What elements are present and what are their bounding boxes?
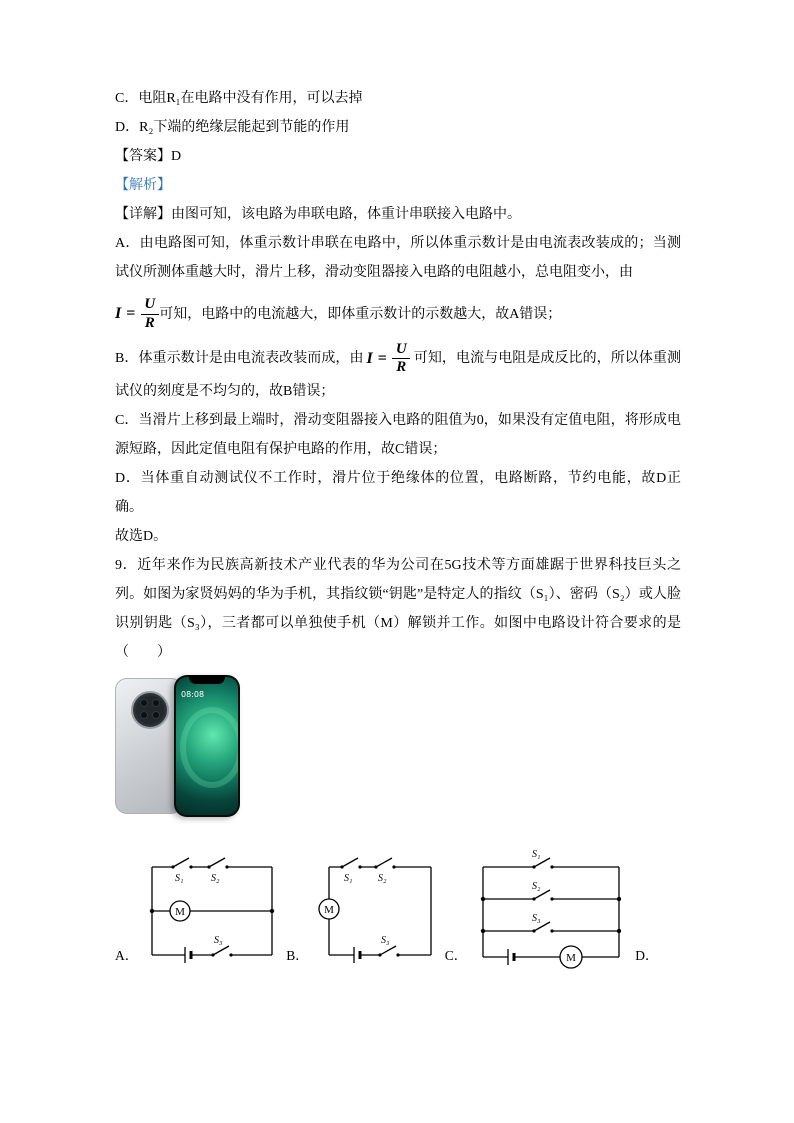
- circuit-diagram-b: [318, 847, 436, 971]
- q8-option-c: C．电阻R₁在电路中没有作用，可以去掉: [115, 91, 363, 106]
- q8-analysis-a-pre: A．由电路图可知，体重示数计串联在电路中，所以体重示数计是由电流表改装成的；当测试仪所测体重越大时，滑片上移，滑动变阻器接入电路的电阻越小，总电阻变小，由: [115, 236, 681, 280]
- q8-analysis-a-formula-line: [115, 289, 681, 339]
- formula-numerator: U: [395, 341, 407, 357]
- q8-analysis-d: D．当体重自动测试仪不工作时，滑片位于绝缘体的位置，电路断路，节约电能，故D正确。: [115, 470, 681, 515]
- phone-time: 08:08: [181, 689, 205, 699]
- circuit-diagram-a: [147, 847, 277, 971]
- circuit-options-row: [115, 847, 681, 971]
- q8-answer: 【答案】D: [115, 149, 182, 164]
- formula-denominator: R: [141, 314, 159, 332]
- q8-analysis-a-post: 可知，电路中的电流越大，即体重示数计的示数越大，故A错误；: [159, 306, 562, 322]
- formula-lhs: I: [115, 304, 122, 322]
- switch-s2-label: S₂: [377, 872, 387, 884]
- switch-s1-label: S₁: [343, 872, 353, 884]
- document-content: [115, 84, 681, 971]
- camera-lens-icon: [152, 699, 160, 707]
- switch-s1-label: S₁: [175, 872, 184, 884]
- q8-option-d: D．R₂下端的绝缘层能起到节能的作用: [115, 120, 350, 135]
- q8-analysis-c: C．当滑片上移到最上端时，滑动变阻器接入电路的阻值为0，如果没有定值电阻，将形成电源短路，因此定值电阻有保护电路的作用，故C错误；: [115, 412, 681, 457]
- switch-s3-label: S₃: [214, 934, 223, 946]
- q8-conclusion: 故选D。: [115, 528, 168, 544]
- formula-fraction: [392, 341, 411, 377]
- motor-label: M: [323, 903, 334, 916]
- formula-numerator: U: [144, 296, 156, 313]
- q8-analysis-b-post: 可知，电流与电阻是成反比的，所以体重测试仪的刻度是不均匀的，故B错误；: [115, 350, 681, 399]
- motor-label: M: [566, 951, 577, 964]
- motor-label: M: [175, 905, 186, 918]
- option-label-b: B．: [286, 948, 309, 963]
- camera-lens-icon: [140, 711, 148, 719]
- camera-lens-icon: [152, 711, 160, 719]
- switch-s3-label: S₃: [532, 912, 541, 924]
- camera-lens-icon: [140, 699, 148, 707]
- ohms-law-formula: [115, 296, 159, 332]
- switch-s2-label: S₂: [211, 872, 220, 884]
- formula-denominator: R: [392, 358, 410, 376]
- formula-equals: =: [377, 349, 387, 367]
- circuit-diagram-d: [476, 847, 626, 971]
- switch-s1-label: S₁: [532, 848, 541, 860]
- switch-s2-label: S₂: [532, 880, 541, 892]
- phone-screen: [176, 677, 238, 815]
- switch-s3-label: S₃: [380, 934, 390, 946]
- option-label-a: A．: [115, 948, 139, 963]
- q9-question-text: 9．近年来作为民族高新技术产业代表的华为公司在5G技术等方面雄踞于世界科技巨头之列。如图为家贤妈妈的华为手机，其指纹锁“钥匙”是特定人的指纹（S₁）、密码（S₂）或人脸识别钥匙（S₃），三者都可以单独使手机（M）解锁并工作。如图中电路设计符合要求的是（ ）: [115, 557, 681, 660]
- q8-analysis-label: 【解析】: [115, 178, 171, 193]
- camera-module-icon: [131, 691, 169, 729]
- q8-analysis-b-pre: B．体重示数计是由电流表改装而成，由: [115, 350, 364, 366]
- phone-front-view: [174, 675, 240, 817]
- phone-back-view: [115, 678, 183, 814]
- formula-equals: =: [126, 304, 136, 322]
- q8-analysis-b: [115, 341, 681, 406]
- huawei-phone-image: [115, 675, 241, 817]
- formula-fraction: [140, 296, 159, 332]
- formula-lhs: I: [366, 349, 373, 367]
- q8-detail: 【详解】由图可知，该电路为串联电路，体重计串联接入电路中。: [115, 207, 521, 222]
- option-label-d: D．: [635, 948, 659, 963]
- option-label-c: C．: [444, 948, 468, 963]
- ohms-law-formula: [367, 341, 411, 377]
